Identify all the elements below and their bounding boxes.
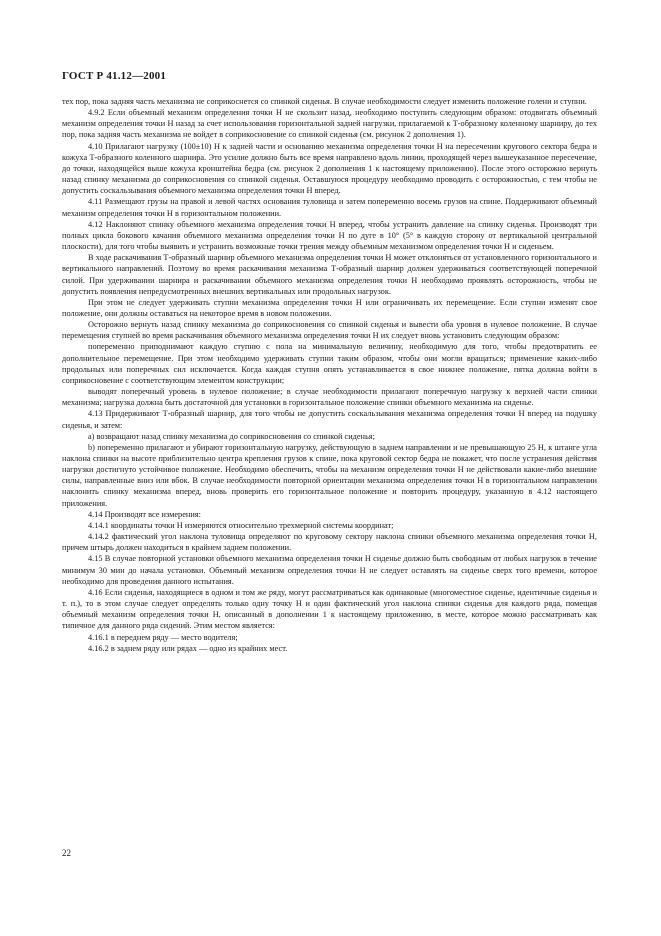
paragraph-feet: При этом не следует удерживать ступни механизма определения точки H или ограничивать их перемещение. Если ступни изменят свое положение, они должны оставаться на некоторое время в новом положении.: [62, 297, 597, 318]
paragraph-4-14: 4.14 Производят все измерения:: [88, 509, 201, 519]
paragraph-4-12: 4.12 Наклоняют спинку объемного механизма определения точки H вперед, чтобы устранить давление на спинку сиденья. Производят три полных цикла бокового качания объемного механизма определения точки H по дуге в 10° (5° в каждую сторону от вертикальной центральной плоскости), для того чтобы выявить и устранить возможные точки трения между объемным механизмом определения точки H и сиденьем.: [62, 219, 597, 252]
standard-header: ГОСТ Р 41.12—2001: [62, 70, 167, 82]
paragraph-continuation: тех пор, пока задняя часть механизма не соприкоснется со спинкой сиденья. В случае необходимости следует изменить положение голени и ступни.: [62, 97, 587, 106]
paragraph-4-9-2: 4.9.2 Если объемный механизм определения точки H не скользит назад, необходимо поступить следующим образом: отодвигать объемный механизм определения точки H назад за счет использования горизонтальной задней нагрузки, прилагаемой к Т-образному коленному шарниру, до тех пор, пока задняя часть механизма не войдет в соприкосновение со спинкой сиденья (см. рисунок 2 дополнения 1).: [62, 108, 597, 140]
paragraph-lift-feet: попеременно приподнимают каждую ступню с пола на минимальную величину, необходимую для того, чтобы предотвратить ее дополнительное перемещение. При этом необходимо удерживать ступни таким образом, чтобы они могли вращаться; применение каких-либо продольных или поперечных сил исключается. Когда каждая ступня опять устанавливается в свое нижнее положение, пятка должна войти в соприкосновение с соответствующим элементом конструкции;: [62, 342, 597, 385]
paragraph-4-14-1: 4.14.1 координаты точки H измеряются относительно трехмерной системы координат;: [88, 520, 394, 530]
paragraph-4-10: 4.10 Прилагают нагрузку (100±10) Н к задней части и основанию механизма определения точки H на пересечении кругового сектора бедра и кожуха Т-образного коленного шарнира. Это усилие должно быть все время направлено вдоль линии, проходящей через вышеуказанное пересечение, до точки, находящейся выше кожуха кронштейна бедра (см. рисунок 2 дополнения 1 к настоящему приложению). После этого осторожно вернуть назад спинку механизма до соприкосновения со спинкой сиденья. Оставшуюся процедуру необходимо проводить с осторожностью, с тем чтобы не допустить соскальзывания объемного механизма определения точки H вперед.: [62, 141, 597, 196]
paragraph-4-16: 4.16 Если сиденья, находящиеся в одном и том же ряду, могут рассматриваться как одинаковые (многоместное сиденье, идентичные сиденья и т. п.), то в этом случае следует определять только одну точку H и один фактический угол наклона спинки сиденья для каждого ряда, помещая объемный механизм определения точки H, описанный в дополнении 1 к настоящему приложению, в месте, которое можно рассматривать как типичное для данного ряда сидений. Этим местом является:: [62, 587, 597, 631]
paragraph-return-back: Осторожно вернуть назад спинку механизма до соприкосновения со спинкой сиденья и вывести оба уровня в нулевое положение. В случае перемещения ступней во время раскачивания объемного механизма определения точки H их следует вновь установить следующим образом:: [62, 320, 597, 341]
paragraph-4-13-a: а) возвращают назад спинку механизма до соприкосновения со спинкой сиденья;: [88, 431, 375, 441]
paragraph-4-14-2: 4.14.2 фактический угол наклона туловища определяют по круговому сектору наклона спинки объемного механизма определения точки H, причем штырь должен находиться в крайнем заднем положении.: [62, 532, 597, 553]
page-number: 22: [62, 848, 71, 858]
paragraph-4-11: 4.11 Размещают грузы на правой и левой частях основания туловища и затем попеременно восемь грузов на спине. Поддерживают объемный механизм определения точки H в горизонтальном положении.: [62, 197, 597, 218]
document-body: [62, 96, 597, 654]
paragraph-4-16-1: 4.16.1 в переднем ряду — место водителя;: [88, 632, 238, 642]
paragraph-level: выводят поперечный уровень в нулевое положение; в случае необходимости прилагают поперечную нагрузку к верхней части спинки механизма; нагрузка должна быть достаточной для установки в горизонтальное положение спинки объемного механизма на сиденье.: [62, 387, 597, 408]
paragraph-4-13-b: b) попеременно прилагают и убирают горизонтальную нагрузку, действующую в заднем направлении и не превышающую 25 Н, к штанге угла наклона спинки на высоте приблизительно центра крепления грузов к спине, пока круговой сектор бедра не покажет, что после устранения действия нагрузки достигнуто устойчивое положение. Необходимо обеспечить, чтобы на механизм определения точки H не действовали какие-либо внешние силы, направленные вниз или вбок. В случае необходимости повторной ориентации механизма определения точки H в горизонтальном направлении наклонить спинку механизма вперед, вновь проверить его горизонтальное положение и повторить процедуру, указанную в 4.12 настоящего приложения.: [62, 442, 597, 508]
paragraph-4-16-2: 4.16.2 в заднем ряду или рядах — одно из крайних мест.: [88, 643, 288, 653]
paragraph-4-13: 4.13 Придерживают Т-образный шарнир, для того чтобы не допустить соскальзывания механизма определения точки H вперед на подушку сиденья, и затем:: [62, 409, 597, 430]
paragraph-4-15: 4.15 В случае повторной установки объемного механизма определения точки H сиденье должно быть свободным от любых нагрузок в течение минимум 30 мин до начала установки. Объемный механизм определения точки H не следует оставлять на сиденье сверх того времени, которое необходимо для проведения данного испытания.: [62, 554, 597, 586]
paragraph-rocking: В ходе раскачивания Т-образный шарнир объемного механизма определения точки H может отклоняться от установленного горизонтального и вертикального направлений. Поэтому во время раскачивания механизма Т-образный шарнир должен удерживаться соответствующей поперечной силой. При удерживании шарнира и раскачивании объемного механизма определения точки H необходимо проявлять осторожность, чтобы не допустить появления непредусмотренных внешних вертикальных или продольных нагрузок.: [62, 253, 597, 296]
